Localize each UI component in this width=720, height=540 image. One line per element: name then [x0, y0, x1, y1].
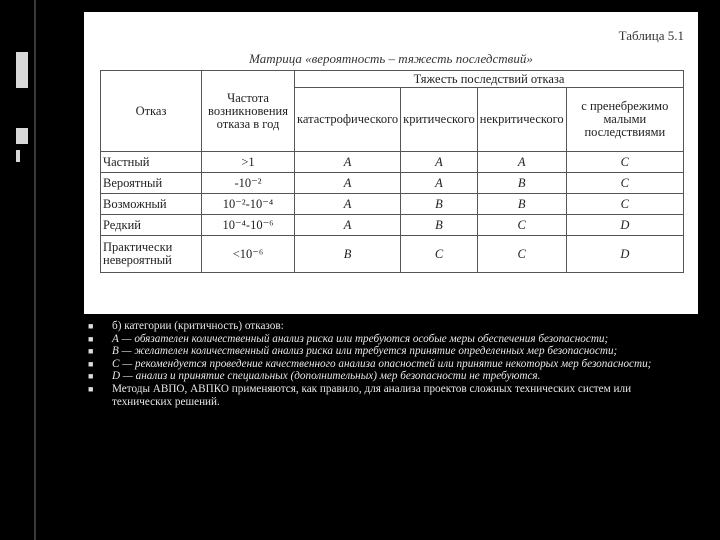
- bullet-icon: ■: [88, 383, 94, 394]
- category-cell: B: [477, 194, 566, 215]
- bullet-text: D — анализ и принятие специальных (дополнительных) мер безопасности не требуются.: [112, 370, 541, 383]
- list-item: [88, 333, 678, 346]
- header-critical: критического: [401, 88, 478, 152]
- bullet-icon: ■: [88, 346, 94, 357]
- bullet-icon: ■: [88, 358, 94, 369]
- table-row: [101, 215, 684, 236]
- bullet-text: б) категории (критичность) отказов:: [112, 320, 284, 332]
- category-cell: B: [401, 194, 478, 215]
- table-title: Матрица «вероятность – тяжесть последствий»: [249, 51, 533, 66]
- table-row: [101, 194, 684, 215]
- slide-decoration-bar: [16, 150, 20, 162]
- row-name: Практически невероятный: [101, 236, 202, 273]
- row-name: Редкий: [101, 215, 202, 236]
- risk-matrix-table: [100, 70, 684, 273]
- header-noncritical: некритического: [477, 88, 566, 152]
- list-item: [88, 358, 678, 371]
- category-cell: B: [401, 215, 478, 236]
- row-name: Частный: [101, 152, 202, 173]
- table-image: [84, 12, 698, 314]
- category-cell: A: [401, 173, 478, 194]
- header-negligible: с пренебрежимо малыми последствиями: [566, 88, 683, 152]
- category-cell: D: [566, 236, 683, 273]
- bullet-icon: ■: [88, 333, 94, 344]
- category-cell: A: [401, 152, 478, 173]
- list-item: [88, 383, 678, 408]
- category-cell: B: [295, 236, 401, 273]
- row-frequency: 10⁻²-10⁻⁴: [202, 194, 295, 215]
- category-cell: A: [477, 152, 566, 173]
- category-cell: B: [477, 173, 566, 194]
- category-cell: A: [295, 215, 401, 236]
- bullet-icon: ■: [88, 371, 94, 382]
- header-severity: Тяжесть последствий отказа: [295, 71, 684, 88]
- bullet-icon: ■: [88, 321, 94, 331]
- table-row: [101, 236, 684, 273]
- category-cell: A: [295, 194, 401, 215]
- row-frequency: >1: [202, 152, 295, 173]
- row-frequency: 10⁻⁴-10⁻⁶: [202, 215, 295, 236]
- category-cell: C: [477, 215, 566, 236]
- category-cell: C: [566, 152, 683, 173]
- bullet-text: Методы АВПО, АВПКО применяются, как правило, для анализа проектов сложных технических систем или технических решений.: [112, 382, 632, 408]
- slide-decoration-bar: [16, 52, 28, 88]
- bullet-text: А — обязателен количественный анализ риска или требуются особые меры обеспечения безопасности;: [112, 332, 609, 345]
- row-name: Возможный: [101, 194, 202, 215]
- category-cell: C: [401, 236, 478, 273]
- list-item: [88, 345, 678, 358]
- category-cell: C: [566, 194, 683, 215]
- list-item: [88, 320, 678, 333]
- header-frequency: Частота возникновения отказа в год: [202, 71, 295, 152]
- row-frequency: <10⁻⁶: [202, 236, 295, 273]
- row-name: Вероятный: [101, 173, 202, 194]
- category-cell: A: [295, 173, 401, 194]
- table-number: Таблица 5.1: [618, 28, 684, 43]
- table-row: [101, 173, 684, 194]
- header-catastrophic: катастрофического: [295, 88, 401, 152]
- bullet-text: С — рекомендуется проведение качественного анализа опасностей или принятие некоторых мер безопасности;: [112, 357, 652, 370]
- slide-divider-line: [34, 0, 36, 540]
- row-frequency: -10⁻²: [202, 173, 295, 194]
- category-cell: C: [477, 236, 566, 273]
- bullet-list: [88, 320, 678, 408]
- category-cell: A: [295, 152, 401, 173]
- table-row: [101, 152, 684, 173]
- list-item: [88, 370, 678, 383]
- category-cell: D: [566, 215, 683, 236]
- header-failure: Отказ: [101, 71, 202, 152]
- category-cell: C: [566, 173, 683, 194]
- bullet-text: В — желателен количественный анализ риска или требуется принятие определенных мер безопасности;: [112, 345, 618, 358]
- slide-decoration-bar: [16, 128, 28, 144]
